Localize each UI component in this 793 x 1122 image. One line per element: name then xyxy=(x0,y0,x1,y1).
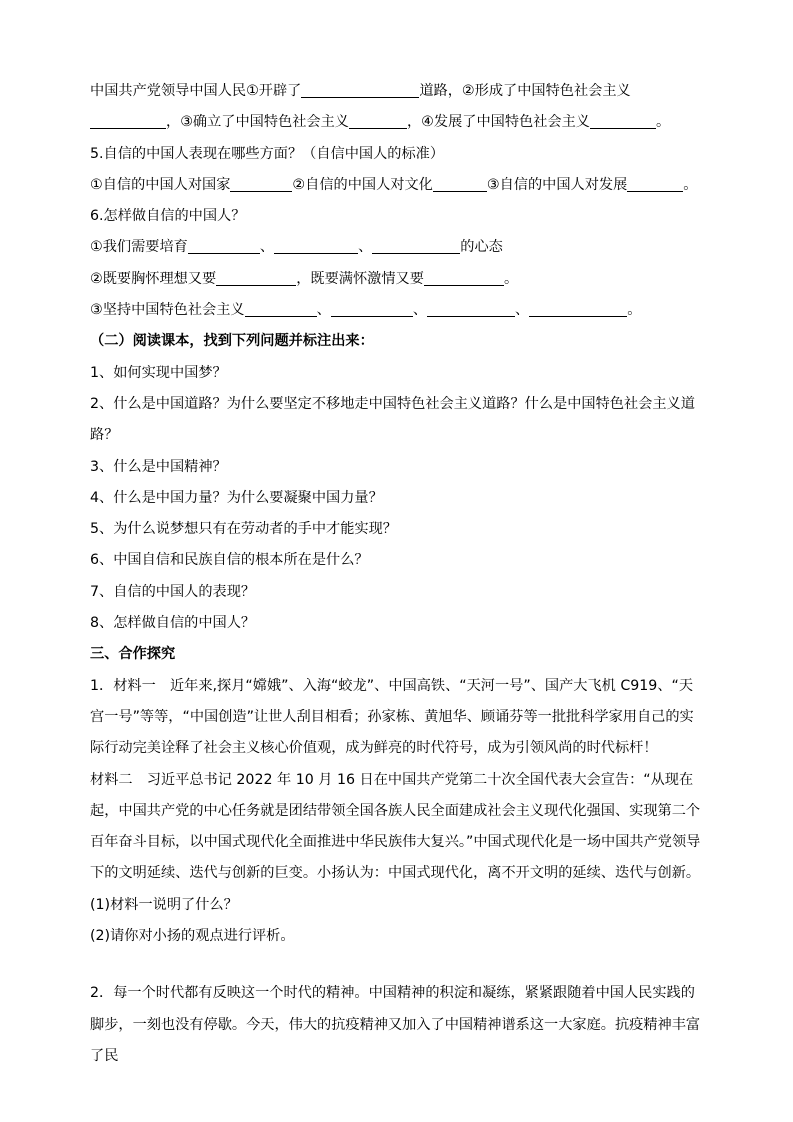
text: 中国共产党领导中国人民①开辟了 xyxy=(90,83,302,99)
answer-space xyxy=(90,952,705,978)
answer-blank[interactable] xyxy=(433,175,487,192)
text: 、 xyxy=(412,302,428,319)
text: ，③确立了中国特色社会主义 xyxy=(166,114,349,131)
answer-blank[interactable] xyxy=(424,269,504,286)
answer-blank[interactable] xyxy=(331,300,413,317)
q4-line-2 xyxy=(90,107,705,138)
text: ③坚持中国特色社会主义 xyxy=(90,302,245,319)
text: 、 xyxy=(515,302,530,319)
text: 。 xyxy=(655,114,671,131)
text: ②既要胸怀理想又要 xyxy=(90,270,217,287)
text: 、 xyxy=(358,239,373,256)
text: 的心态 xyxy=(460,239,503,256)
question-1: (1)材料一说明了什么？ xyxy=(90,896,238,913)
text: 、 xyxy=(259,239,275,256)
text: ，既要满怀激情又要 xyxy=(296,270,424,287)
reading-item: 5、为什么说梦想只有在劳动者的手中才能实现？ xyxy=(90,521,397,538)
answer-blank[interactable] xyxy=(590,112,656,129)
text: 。 xyxy=(683,176,698,193)
q4-line-1 xyxy=(90,76,705,107)
material-two: 材料二 习近平总书记 2022 年 10 月 16 日在中国共产党第二十次全国代表大会宣告：“从现在起，中国共产党的中心任务就是团结带领全国各族人民全面建成社会主义现代化强国、实现第二个百年奋斗目标，以中国式现代化全面推进中华民族伟大复兴。”中国式现代化是一场中国共产党领导下的文明延续、迭代与创新的巨变。小扬认为：中国式现代化，离不开文明的延续、迭代与创新。 xyxy=(90,771,701,882)
reading-item: 3、什么是中国精神？ xyxy=(90,458,227,475)
question-2-material: 2．每一个时代都有反映这一个时代的精神。中国精神的积淀和凝练，紧紧跟随着中国人民实践的脚步，一刻也没有停歇。今天，伟大的抗疫精神又加入了中国精神谱系这一大家庭。抗疫精神丰富了民 xyxy=(90,985,701,1064)
text: ①自信的中国人对国家 xyxy=(90,176,231,193)
answer-blank[interactable] xyxy=(627,175,683,192)
reading-heading: （二）阅读课本，找到下列问题并标注出来： xyxy=(90,333,374,350)
reading-item: 2、什么是中国道路？为什么要坚定不移地走中国特色社会主义道路？什么是中国特色社会主义道路？ xyxy=(90,395,695,444)
text: ①我们需要培育 xyxy=(90,239,188,256)
question-2: (2)请你对小扬的观点进行评析。 xyxy=(90,928,295,945)
answer-blank[interactable] xyxy=(529,300,627,317)
reading-item: 6、中国自信和民族自信的根本所在是什么？ xyxy=(90,552,369,569)
explore-heading: 三、合作探究 xyxy=(90,646,176,663)
answer-blank[interactable] xyxy=(349,112,407,129)
text: 。 xyxy=(627,302,642,319)
answer-blank[interactable] xyxy=(245,300,317,317)
answer-blank[interactable] xyxy=(427,300,515,317)
reading-item: 4、什么是中国力量？为什么要凝聚中国力量？ xyxy=(90,489,383,506)
worksheet-page xyxy=(90,76,705,1072)
answer-blank[interactable] xyxy=(274,237,358,254)
text: 、 xyxy=(316,302,331,319)
q6-line-2 xyxy=(90,264,705,295)
text: 。 xyxy=(503,270,519,287)
reading-item: 7、自信的中国人的表现？ xyxy=(90,583,256,600)
answer-blank[interactable] xyxy=(372,237,460,254)
answer-blank[interactable] xyxy=(230,175,292,192)
answer-blank[interactable] xyxy=(188,237,260,254)
reading-item: 8、怎样做自信的中国人？ xyxy=(90,615,256,632)
text: 道路，②形成了中国特色社会主义 xyxy=(419,83,631,99)
answer-blank[interactable] xyxy=(90,112,166,129)
text: ③自信的中国人对发展 xyxy=(486,176,628,193)
q6-line-1 xyxy=(90,232,705,263)
q6-title: 6.怎样做自信的中国人？ xyxy=(90,208,246,225)
q5-title: 5.自信的中国人表现在哪些方面？（自信中国人的标准） xyxy=(90,145,445,162)
text: ，④发展了中国特色社会主义 xyxy=(406,114,590,131)
q5-line xyxy=(90,170,705,201)
text: ②自信的中国人对文化 xyxy=(292,176,433,193)
material-one: 1．材料一 近年来,探月“嫦娥”、入海“蛟龙”、中国高铁、“天河一号”、国产大飞机 C919、“天宫一号”等等，“中国创造”让世人刮目相看；孙家栋、黄旭华、顾诵芬等一批批科学家用自己的实际行动完美诠释了社会主义核心价值观，成为鲜亮的时代符号，成为引领风尚的时代标杆！ xyxy=(90,677,694,757)
q6-line-3 xyxy=(90,295,705,326)
reading-item: 1、如何实现中国梦？ xyxy=(90,364,227,381)
answer-blank[interactable] xyxy=(301,81,419,98)
answer-blank[interactable] xyxy=(216,269,296,286)
